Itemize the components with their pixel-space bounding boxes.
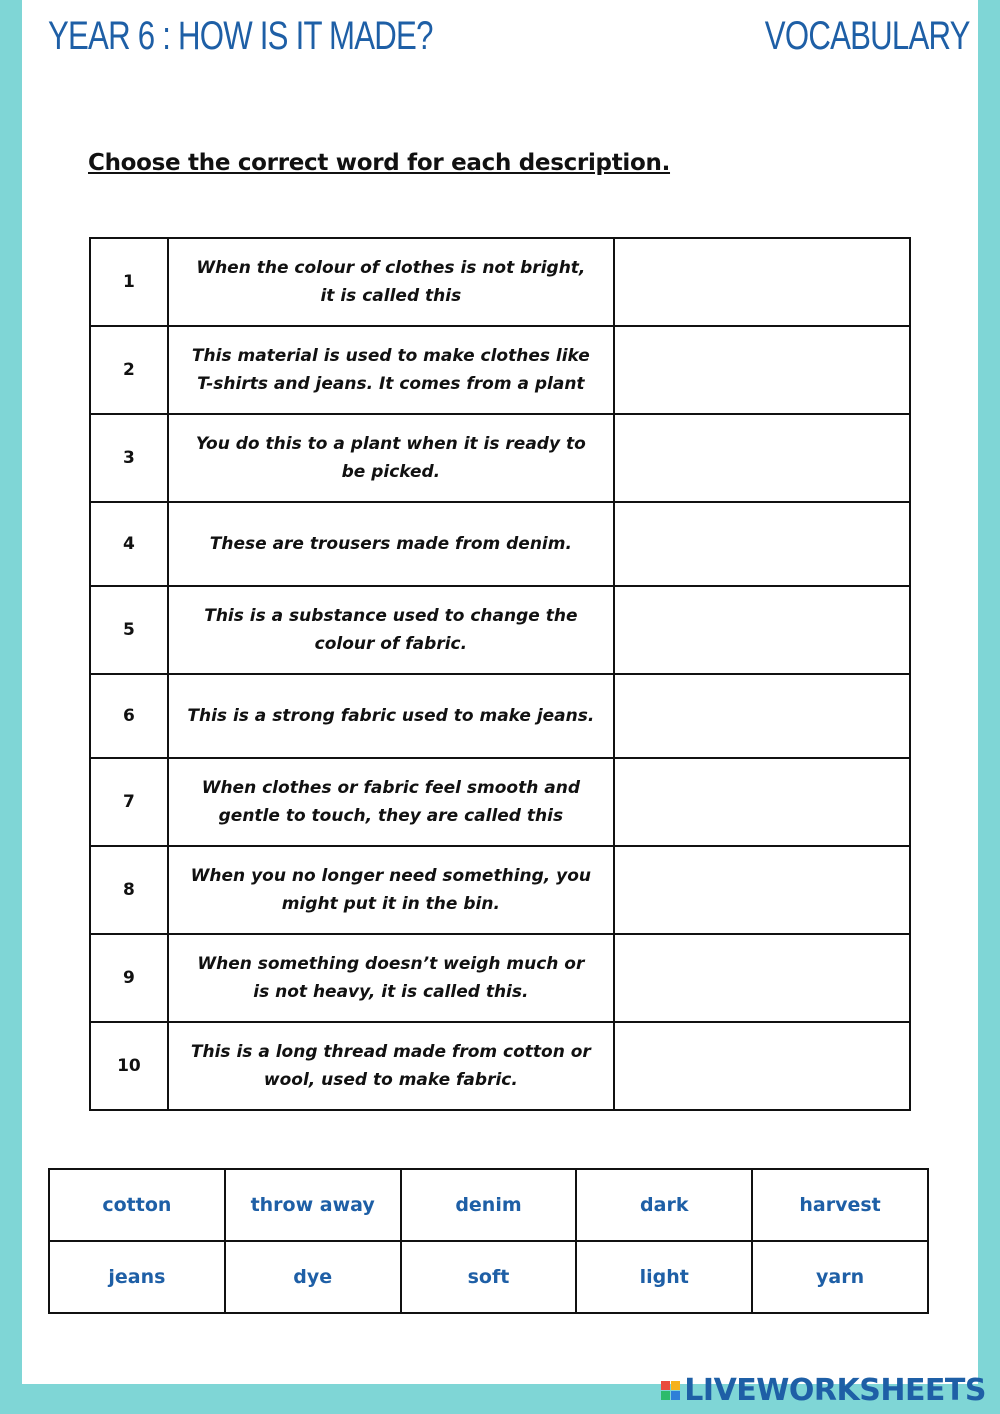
question-number: 7 <box>90 758 168 846</box>
word-bank-row <box>49 1169 928 1241</box>
table-row <box>90 846 910 934</box>
page-frame-right <box>978 0 1000 1414</box>
logo-square <box>671 1381 680 1390</box>
answer-cell[interactable] <box>614 674 910 758</box>
table-row <box>90 674 910 758</box>
question-description: This is a strong fabric used to make jeans. <box>168 674 614 758</box>
word-bank-item[interactable]: soft <box>401 1241 577 1313</box>
word-bank-item[interactable]: dye <box>225 1241 401 1313</box>
logo-square <box>671 1391 680 1400</box>
question-number: 2 <box>90 326 168 414</box>
question-description: When clothes or fabric feel smooth and gentle to touch, they are called this <box>168 758 614 846</box>
question-description: When something doesn’t weigh much or is not heavy, it is called this. <box>168 934 614 1022</box>
word-bank-item[interactable]: throw away <box>225 1169 401 1241</box>
answer-cell[interactable] <box>614 502 910 586</box>
table-row <box>90 238 910 326</box>
table-row <box>90 934 910 1022</box>
word-bank-item[interactable]: yarn <box>752 1241 928 1313</box>
answer-cell[interactable] <box>614 238 910 326</box>
page-frame-left <box>0 0 22 1414</box>
question-number: 9 <box>90 934 168 1022</box>
question-description: This is a substance used to change the colour of fabric. <box>168 586 614 674</box>
word-bank-item[interactable]: light <box>576 1241 752 1313</box>
question-description: When the colour of clothes is not bright, it is called this <box>168 238 614 326</box>
word-bank-item[interactable]: harvest <box>752 1169 928 1241</box>
logo-square <box>661 1381 670 1390</box>
table-row <box>90 586 910 674</box>
table-row <box>90 414 910 502</box>
word-bank-item[interactable]: jeans <box>49 1241 225 1313</box>
answer-cell[interactable] <box>614 934 910 1022</box>
word-bank-item[interactable]: cotton <box>49 1169 225 1241</box>
table-row <box>90 758 910 846</box>
question-number: 4 <box>90 502 168 586</box>
answer-cell[interactable] <box>614 326 910 414</box>
answer-cell[interactable] <box>614 758 910 846</box>
questions-table <box>89 237 911 1111</box>
answer-cell[interactable] <box>614 414 910 502</box>
word-bank-item[interactable]: denim <box>401 1169 577 1241</box>
answer-cell[interactable] <box>614 586 910 674</box>
liveworksheets-logo <box>661 1373 986 1408</box>
question-description: These are trousers made from denim. <box>168 502 614 586</box>
word-bank-item[interactable]: dark <box>576 1169 752 1241</box>
logo-squares-icon <box>661 1381 680 1400</box>
question-description: This is a long thread made from cotton or wool, used to make fabric. <box>168 1022 614 1110</box>
question-number: 10 <box>90 1022 168 1110</box>
question-number: 1 <box>90 238 168 326</box>
worksheet-section: VOCABULARY <box>765 14 970 58</box>
question-description: When you no longer need something, you might put it in the bin. <box>168 846 614 934</box>
table-row <box>90 502 910 586</box>
brand-name: LIVEWORKSHEETS <box>684 1373 986 1408</box>
question-number: 3 <box>90 414 168 502</box>
logo-square <box>661 1391 670 1400</box>
table-row <box>90 1022 910 1110</box>
word-bank-table <box>48 1168 929 1314</box>
table-row <box>90 326 910 414</box>
word-bank-row <box>49 1241 928 1313</box>
instruction-text: Choose the correct word for each description. <box>88 150 671 176</box>
worksheet-title: YEAR 6 : HOW IS IT MADE? <box>48 14 433 58</box>
answer-cell[interactable] <box>614 1022 910 1110</box>
answer-cell[interactable] <box>614 846 910 934</box>
question-number: 6 <box>90 674 168 758</box>
question-description: You do this to a plant when it is ready to be picked. <box>168 414 614 502</box>
question-number: 8 <box>90 846 168 934</box>
question-number: 5 <box>90 586 168 674</box>
question-description: This material is used to make clothes like T-shirts and jeans. It comes from a plant <box>168 326 614 414</box>
